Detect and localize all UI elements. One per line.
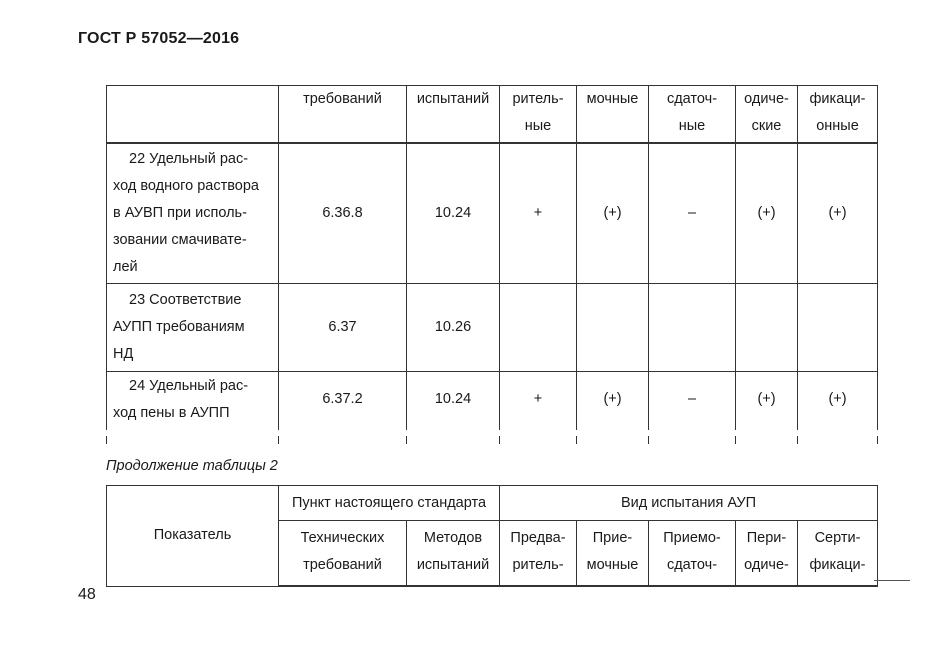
table-header-row — [107, 86, 878, 144]
table-row — [107, 284, 878, 372]
table-header-row — [107, 486, 878, 521]
header-cell-handover: Приемо- сдаточ- — [649, 521, 736, 587]
header-cell-indicator: Показатель — [107, 486, 279, 587]
header-cell-preliminary: Предва- ритель- — [500, 521, 577, 587]
row-mark — [500, 284, 577, 372]
row-mark: – — [649, 143, 736, 284]
table-caption: Продолжение таблицы 2 — [106, 458, 278, 474]
header-cell-periodic: одиче- ские — [736, 86, 798, 144]
header-cell-tech: требований — [279, 86, 407, 144]
row-mark — [736, 284, 798, 372]
table-row — [107, 143, 878, 284]
row-mark: (+) — [577, 143, 649, 284]
header-cell-periodic: Пери- одиче- — [736, 521, 798, 587]
row-mark — [577, 284, 649, 372]
table-cut-edge — [106, 430, 878, 436]
row-mark: + — [500, 372, 577, 445]
header-cell-method: Методов испытаний — [407, 521, 500, 587]
row-mark — [649, 284, 736, 372]
row-tech-clause: 6.37.2 — [279, 372, 407, 445]
requirements-table-bottom — [106, 485, 878, 587]
row-mark: – — [649, 372, 736, 445]
row-mark: + — [500, 143, 577, 284]
row-tech-clause: 6.36.8 — [279, 143, 407, 284]
header-cell-certification: фикаци- онные — [798, 86, 878, 144]
header-group-clause: Пункт настоящего стандарта — [279, 486, 500, 521]
footer-rule — [874, 580, 910, 581]
row-mark: (+) — [577, 372, 649, 445]
row-indicator-name: 24 Удельный рас- ход пены в АУПП — [107, 372, 279, 445]
page-number: 48 — [78, 586, 96, 603]
header-cell-certification: Серти- фикаци- — [798, 521, 878, 587]
row-mark — [798, 284, 878, 372]
row-mark: (+) — [798, 372, 878, 445]
row-method-clause: 10.24 — [407, 372, 500, 445]
row-indicator-name: 22 Удельный рас- ход водного раствора в АУВП при исполь- зовании смачивате- лей — [107, 143, 279, 284]
header-cell-indicator — [107, 86, 279, 144]
row-mark: (+) — [736, 372, 798, 445]
header-cell-method: испытаний — [407, 86, 500, 144]
row-mark: (+) — [798, 143, 878, 284]
row-indicator-name: 23 Соответствие АУПП требованиям НД — [107, 284, 279, 372]
row-tech-clause: 6.37 — [279, 284, 407, 372]
header-cell-acceptance: Прие- мочные — [577, 521, 649, 587]
header-group-test-type: Вид испытания АУП — [500, 486, 878, 521]
document-title: ГОСТ Р 57052—2016 — [78, 30, 240, 47]
header-cell-preliminary: ритель- ные — [500, 86, 577, 144]
row-method-clause: 10.26 — [407, 284, 500, 372]
header-cell-acceptance: мочные — [577, 86, 649, 144]
row-method-clause: 10.24 — [407, 143, 500, 284]
requirements-table-top — [106, 85, 878, 444]
header-cell-handover: сдаточ- ные — [649, 86, 736, 144]
row-mark: (+) — [736, 143, 798, 284]
header-cell-tech: Технических требований — [279, 521, 407, 587]
